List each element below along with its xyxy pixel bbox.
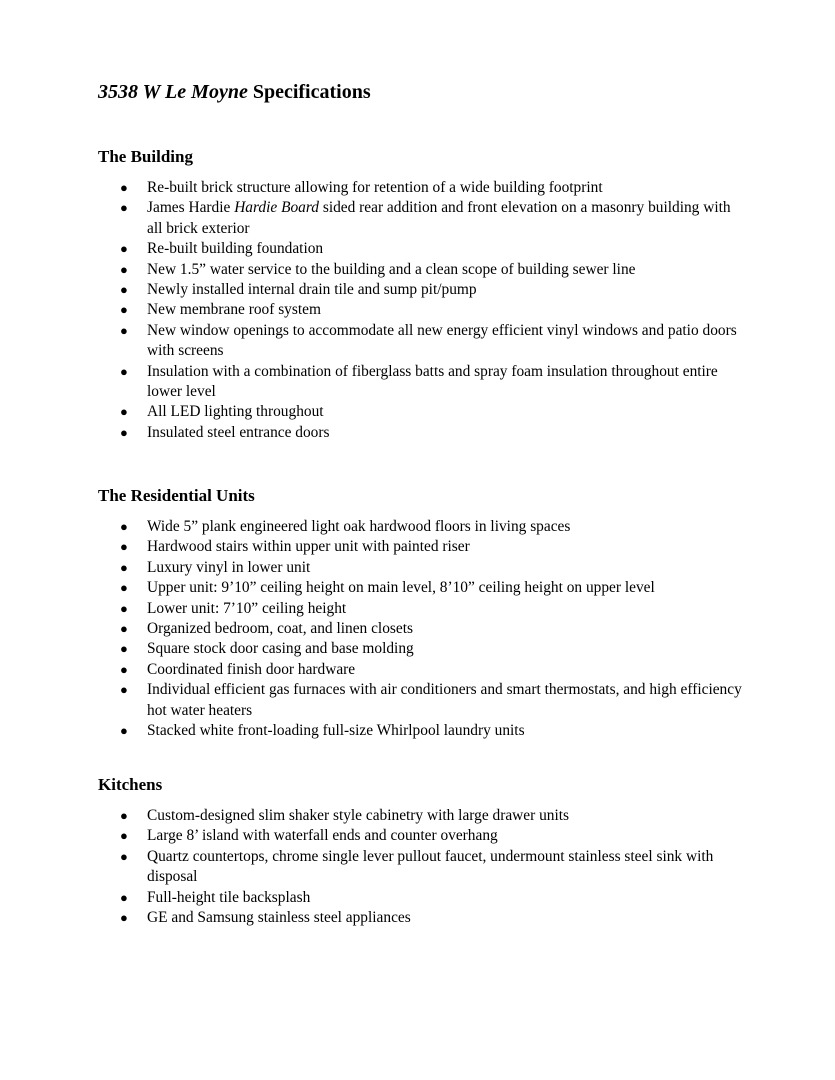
- item-text: Organized bedroom, coat, and linen closets: [147, 620, 413, 638]
- item-text: Individual efficient gas furnaces with air conditioners and smart thermostats, and high efficiency hot water heaters: [147, 681, 742, 719]
- list-item: [98, 423, 748, 443]
- item-text: Hardwood stairs within upper unit with painted riser: [147, 538, 470, 556]
- italic-text: Hardie Board: [234, 199, 319, 217]
- bullet-icon: ●: [120, 600, 128, 616]
- bullet-icon: ●: [120, 404, 128, 420]
- property-address: 3538 W Le Moyne: [98, 81, 248, 103]
- bullet-icon: ●: [120, 539, 128, 555]
- list-item: [98, 826, 748, 846]
- list-item: [98, 680, 748, 721]
- list-item: [98, 888, 748, 908]
- item-text: Coordinated finish door hardware: [147, 660, 356, 678]
- list-item: [98, 908, 748, 928]
- page-title: [98, 79, 371, 105]
- list-item: [98, 619, 748, 639]
- bullet-icon: ●: [120, 519, 128, 534]
- section-kitchens: [98, 774, 748, 928]
- list-item: [98, 558, 748, 578]
- bullet-icon: ●: [120, 889, 128, 905]
- list-item: [98, 178, 748, 198]
- item-text: Re-built brick structure allowing for retention of a wide building footprint: [147, 179, 603, 196]
- item-text: Luxury vinyl in lower unit: [147, 558, 311, 576]
- bullet-icon: ●: [120, 910, 128, 926]
- item-text: GE and Samsung stainless steel appliances: [147, 909, 411, 927]
- item-text: sided rear addition and front elevation on a masonry building with all brick exterior: [147, 199, 731, 237]
- item-text: Wide 5” plank engineered light oak hardwood floors in living spaces: [147, 518, 571, 535]
- item-text: All LED lighting throughout: [147, 403, 324, 421]
- item-text: Quartz countertops, chrome single lever pullout faucet, undermount stainless steel sink with disposal: [147, 847, 714, 886]
- list-item: [98, 239, 748, 259]
- list-item: [98, 847, 748, 888]
- item-text: Lower unit: 7’10” ceiling height: [147, 599, 347, 617]
- bullet-icon: ●: [120, 200, 128, 216]
- item-text: Insulation with a combination of fiberglass batts and spray foam insulation throughout entire lower level: [147, 362, 718, 401]
- list-item: [98, 578, 748, 598]
- item-text: Full-height tile backsplash: [147, 888, 311, 906]
- item-text: Insulated steel entrance doors: [147, 423, 330, 441]
- item-text: Custom-designed slim shaker style cabinetry with large drawer units: [147, 807, 570, 824]
- item-text: James Hardie: [147, 199, 235, 217]
- item-text: New membrane roof system: [147, 301, 321, 319]
- bullet-icon: ●: [120, 580, 128, 596]
- bullet-icon: ●: [120, 641, 128, 657]
- section-heading: The Residential Units: [98, 486, 255, 505]
- list-item: [98, 599, 748, 619]
- bullet-list: [98, 178, 748, 443]
- section-residential-units: [98, 485, 748, 741]
- bullet-icon: ●: [120, 282, 128, 298]
- item-text: Stacked white front-loading full-size Whirlpool laundry units: [147, 722, 525, 740]
- bullet-icon: ●: [120, 302, 128, 318]
- item-text: Newly installed internal drain tile and sump pit/pump: [147, 281, 477, 299]
- list-item: [98, 300, 748, 320]
- bullet-icon: ●: [120, 180, 128, 195]
- bullet-icon: ●: [120, 661, 128, 677]
- list-item: [98, 362, 748, 403]
- list-item: [98, 806, 748, 826]
- bullet-icon: ●: [120, 559, 128, 575]
- list-item: [98, 321, 748, 362]
- list-item: [98, 537, 748, 557]
- list-item: [98, 721, 748, 741]
- bullet-icon: ●: [120, 828, 128, 844]
- bullet-icon: ●: [120, 363, 128, 379]
- bullet-icon: ●: [120, 682, 128, 698]
- bullet-icon: ●: [120, 808, 128, 823]
- list-item: [98, 260, 748, 280]
- list-item: [98, 198, 748, 239]
- bullet-icon: ●: [120, 424, 128, 440]
- list-item: [98, 639, 748, 659]
- item-text: New 1.5” water service to the building and a clean scope of building sewer line: [147, 260, 636, 278]
- section-the-building: [98, 146, 748, 443]
- bullet-icon: ●: [120, 261, 128, 277]
- list-item: [98, 517, 748, 537]
- bullet-icon: ●: [120, 848, 128, 864]
- bullet-icon: ●: [120, 621, 128, 637]
- bullet-icon: ●: [120, 723, 128, 739]
- section-heading: The Building: [98, 147, 193, 166]
- item-text: Re-built building foundation: [147, 240, 324, 258]
- bullet-list: [98, 806, 748, 928]
- list-item: [98, 280, 748, 300]
- item-text: New window openings to accommodate all new energy efficient vinyl windows and patio doors with screens: [147, 321, 737, 360]
- title-suffix: Specifications: [247, 81, 371, 103]
- list-item: [98, 402, 748, 422]
- section-heading: Kitchens: [98, 775, 163, 794]
- bullet-icon: ●: [120, 241, 128, 257]
- bullet-list: [98, 517, 748, 741]
- item-text: Upper unit: 9’10” ceiling height on main level, 8’10” ceiling height on upper level: [147, 579, 655, 597]
- bullet-icon: ●: [120, 322, 128, 338]
- list-item: [98, 660, 748, 680]
- item-text: Square stock door casing and base molding: [147, 640, 414, 658]
- item-text: Large 8’ island with waterfall ends and counter overhang: [147, 827, 498, 845]
